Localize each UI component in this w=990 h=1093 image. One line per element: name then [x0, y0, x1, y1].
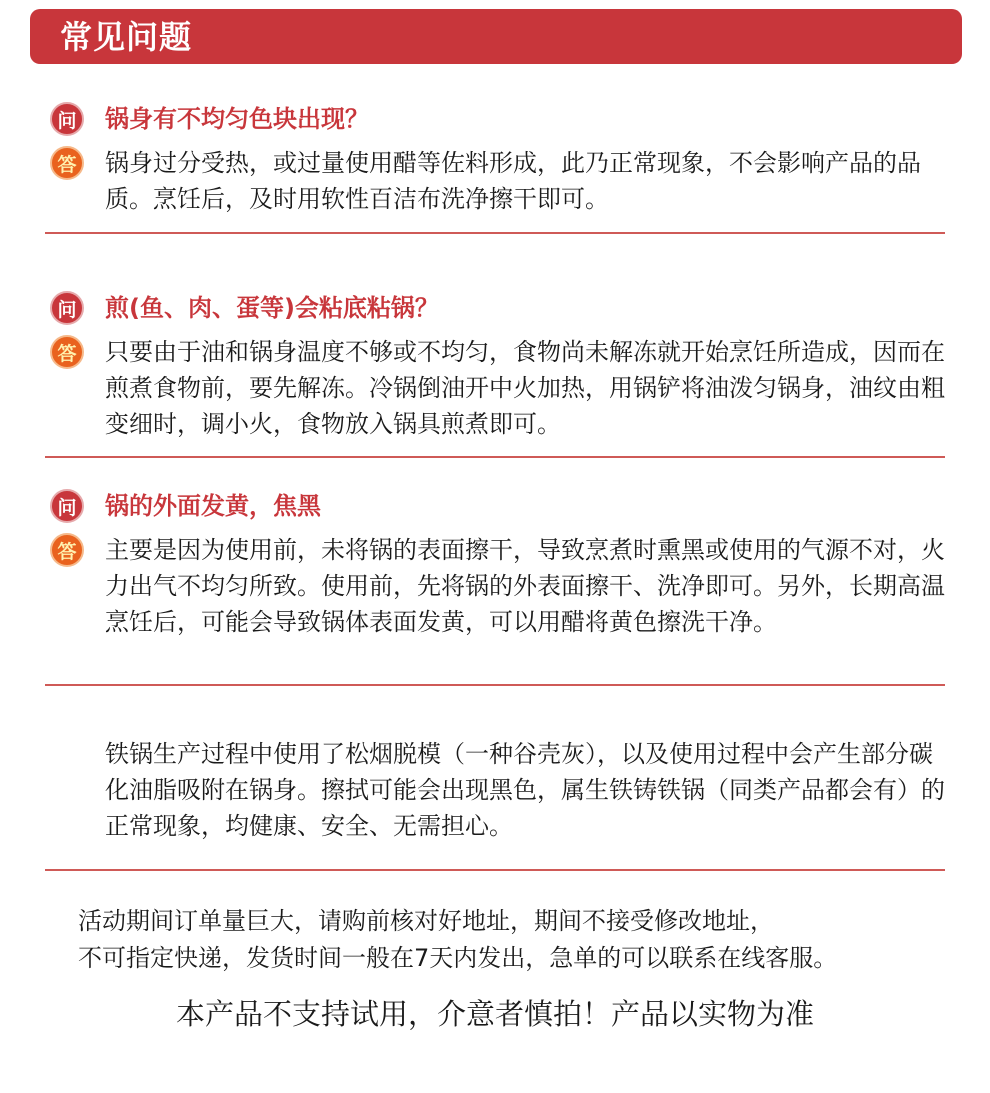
header-bar	[30, 9, 962, 64]
question-badge-icon: 问	[50, 291, 84, 325]
divider	[45, 456, 945, 458]
answer-text: 锅身过分受热，或过量使用醋等佐料形成，此乃正常现象，不会影响产品的品质。烹饪后，及时用软性百洁布洗净擦干即可。	[105, 149, 921, 213]
answer-row	[50, 532, 945, 640]
faq-item-2	[50, 290, 945, 442]
faq-item-3	[50, 488, 945, 640]
divider	[45, 869, 945, 871]
faq-item-1	[50, 101, 945, 217]
page-title: 常见问题	[60, 18, 193, 56]
question-text: 锅的外面发黄，焦黑	[105, 492, 321, 520]
shipping-notice	[78, 903, 978, 977]
product-disclaimer: 本产品不支持试用，介意者慎拍！产品以实物为准	[175, 997, 814, 1031]
question-badge-icon: 问	[50, 489, 84, 523]
answer-badge-icon: 答	[50, 335, 84, 369]
answer-badge-icon: 答	[50, 146, 84, 180]
question-row	[50, 488, 945, 524]
shipping-notice-line-1: 活动期间订单量巨大，请购前核对好地址，期间不接受修改地址，	[78, 907, 774, 935]
question-text: 锅身有不均匀色块出现？	[105, 105, 369, 133]
answer-row	[50, 145, 945, 217]
answer-text: 主要是因为使用前，未将锅的表面擦干，导致烹煮时熏黑或使用的气源不对，火力出气不均匀所致。使用前，先将锅的外表面擦干、洗净即可。另外，长期高温烹饪后，可能会导致锅体表面发黄，可以用醋将黄色擦洗干净。	[105, 536, 945, 636]
answer-text: 只要由于油和锅身温度不够或不均匀，食物尚未解冻就开始烹饪所造成，因而在煎煮食物前，要先解冻。冷锅倒油开中火加热，用锅铲将油泼匀锅身，油纹由粗变细时，调小火，食物放入锅具煎煮即可。	[105, 338, 945, 438]
shipping-notice-line-2: 不可指定快递，发货时间一般在7天内发出，急单的可以联系在线客服。	[78, 944, 838, 972]
question-row	[50, 101, 945, 137]
question-row	[50, 290, 945, 326]
answer-row	[50, 334, 945, 442]
question-text: 煎(鱼、肉、蛋等)会粘底粘锅？	[105, 294, 439, 322]
divider	[45, 684, 945, 686]
question-badge-icon: 问	[50, 102, 84, 136]
answer-badge-icon: 答	[50, 533, 84, 567]
cast-iron-note: 铁锅生产过程中使用了松烟脱模（一种谷壳灰），以及使用过程中会产生部分碳化油脂吸附在锅身。擦拭可能会出现黑色，属生铁铸铁锅（同类产品都会有）的正常现象，均健康、安全、无需担心。	[105, 740, 945, 840]
divider	[45, 232, 945, 234]
